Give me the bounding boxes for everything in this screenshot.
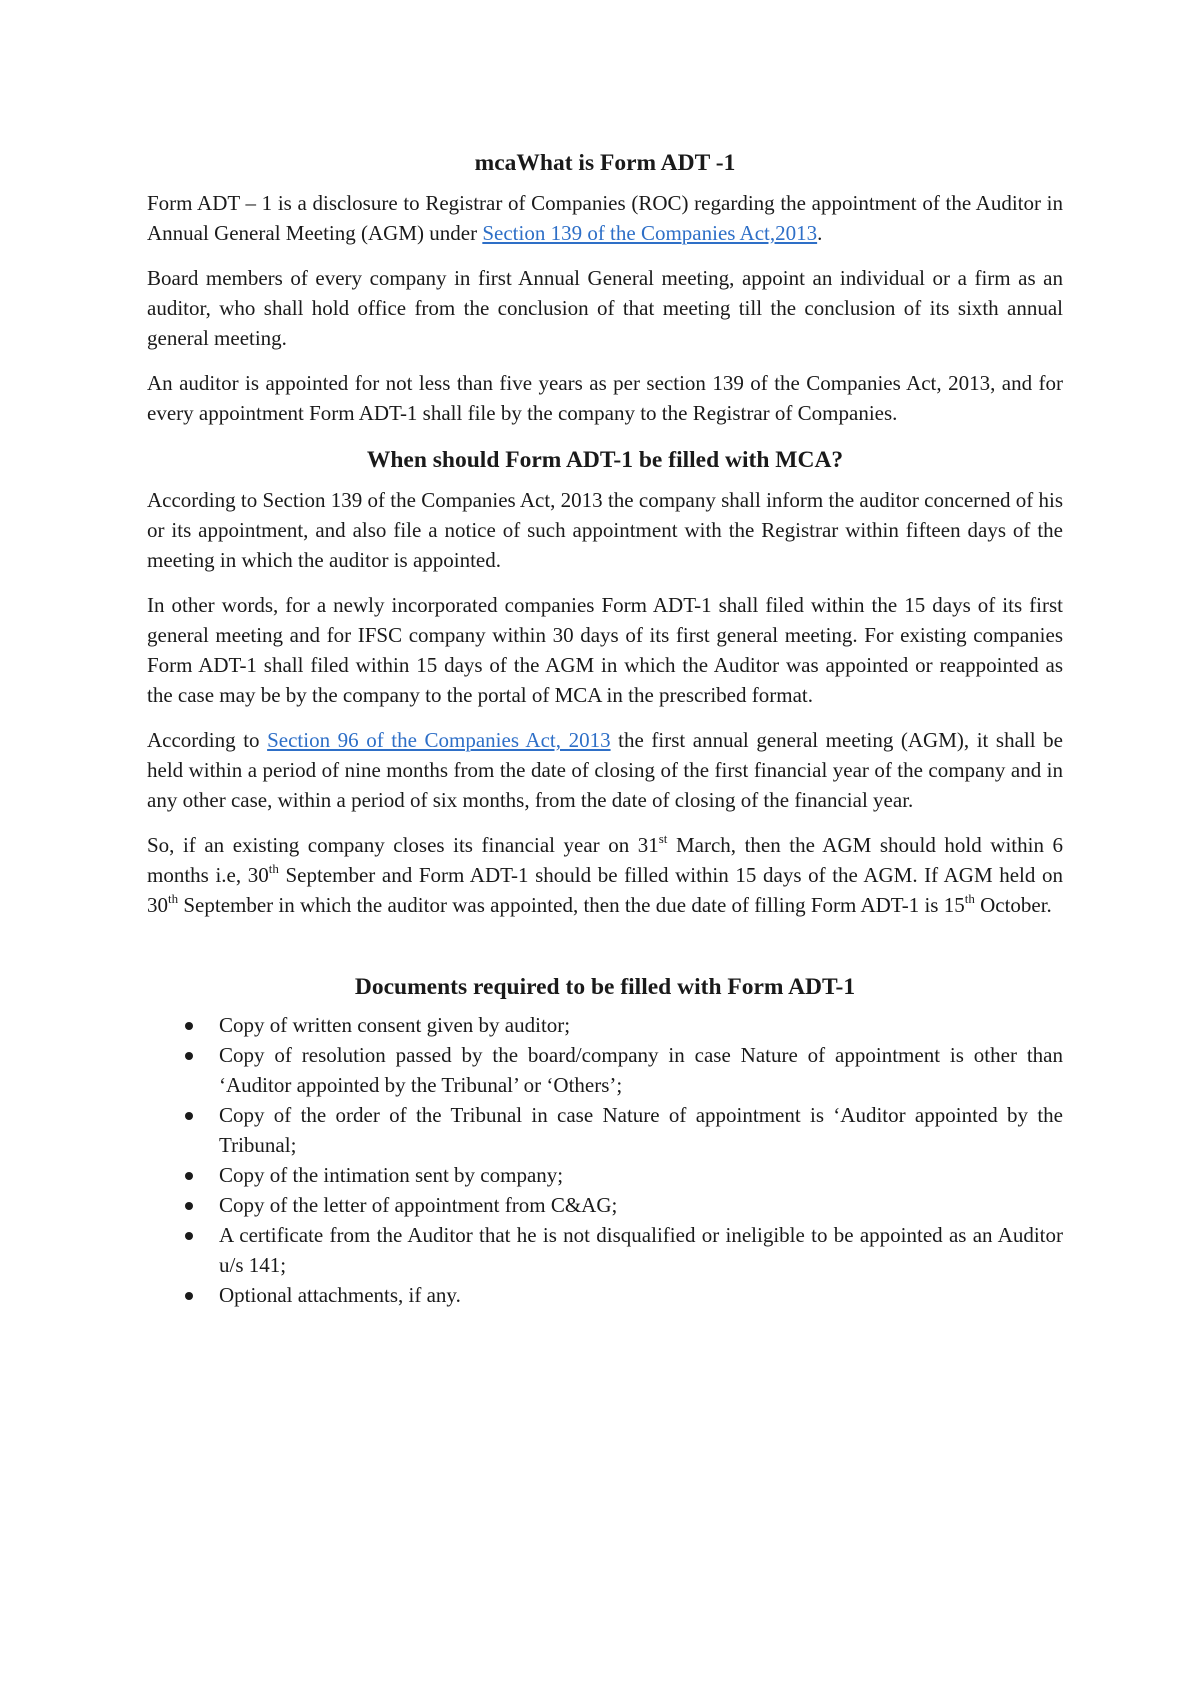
list-item [147, 1280, 1063, 1310]
superscript-st: st [658, 831, 668, 846]
intro-text-1: Form ADT – 1 is a disclosure to Registrar of Companies (ROC) regarding the appointment of the Auditor in Annual General Meeting (AGM) under [147, 191, 1063, 245]
when-text-4a: So, if an existing company closes its financial year on 31 [147, 833, 659, 857]
section-139-link[interactable]: Section 139 of the Companies Act,2013 [482, 221, 818, 245]
list-item [147, 1010, 1063, 1040]
superscript-th-2: th [168, 891, 179, 906]
bullet-icon [185, 1172, 193, 1180]
bullet-icon [185, 1022, 193, 1030]
when-paragraph-1: According to Section 139 of the Companies Act, 2013 the company shall inform the auditor concerned of his or its appointment, and also file a notice of such appointment with the Registrar within fifteen days of the meeting in which the auditor is appointed. [147, 488, 1063, 572]
when-text-4c: September and Form ADT-1 should be filled within 15 days of the AGM. If AGM held on 30 [147, 863, 1064, 917]
when-text-3: According to [147, 728, 268, 752]
when-text-4d: September in which the auditor was appointed, then the due date of filling Form ADT-1 is 15 [178, 893, 965, 917]
list-item-text: Copy of the intimation sent by company; [219, 1163, 564, 1187]
section-96-link[interactable]: Section 96 of the Companies Act, 2013 [267, 728, 611, 752]
when-text-4b: March, then the AGM should hold within 6 months i.e, 30 [147, 833, 1063, 887]
list-item [147, 1190, 1063, 1220]
list-item-text: Optional attachments, if any. [219, 1283, 461, 1307]
when-text-4e: October. [974, 893, 1052, 917]
list-item [147, 1100, 1063, 1160]
documents-list [147, 1010, 1063, 1310]
page-title: mcaWhat is Form ADT -1 [474, 150, 736, 176]
when-paragraph-3 [147, 725, 1063, 815]
when-paragraph-4 [147, 830, 1063, 920]
bullet-icon [185, 1232, 193, 1240]
bullet-icon [185, 1292, 193, 1300]
intro-paragraph-2: Board members of every company in first Annual General meeting, appoint an individual or a firm as an auditor, who shall hold office from the conclusion of that meeting till the conclusion of its sixth annual general meeting. [147, 266, 1063, 350]
section-heading-when: When should Form ADT-1 be filled with MCA? [366, 447, 844, 473]
bullet-icon [185, 1112, 193, 1120]
when-text-3-end: the first annual general meeting (AGM), it shall be held within a period of nine months from the date of closing of the first financial year of the company and in any other case, within a period of six months, from the date of closing of the financial year. [147, 728, 1063, 812]
list-item [147, 1040, 1063, 1100]
document-page [147, 146, 1063, 1310]
intro-paragraph-1 [147, 188, 1063, 248]
list-item-text: Copy of written consent given by auditor; [219, 1013, 571, 1037]
superscript-th-1: th [268, 861, 279, 876]
list-item-text: Copy of resolution passed by the board/company in case Nature of appointment is other than ‘Auditor appointed by the Tribunal’ or ‘Others’; [219, 1043, 1063, 1097]
bullet-icon [185, 1052, 193, 1060]
list-item-text: A certificate from the Auditor that he is not disqualified or ineligible to be appointed as an Auditor u/s 141; [219, 1223, 1063, 1277]
section-heading-documents: Documents required to be filled with Form ADT-1 [354, 974, 856, 1000]
list-item-text: Copy of the letter of appointment from C&AG; [219, 1193, 618, 1217]
list-item-text: Copy of the order of the Tribunal in case Nature of appointment is ‘Auditor appointed by the Tribunal; [219, 1103, 1063, 1157]
when-paragraph-2: In other words, for a newly incorporated companies Form ADT-1 shall filed within the 15 days of its first general meeting and for IFSC company within 30 days of its first general meeting. For existing companies Form ADT-1 shall filed within 15 days of the AGM in which the Auditor was appointed or reappointed as the case may be by the company to the portal of MCA in the prescribed format. [147, 593, 1063, 707]
list-item [147, 1160, 1063, 1190]
intro-paragraph-3: An auditor is appointed for not less than five years as per section 139 of the Companies Act, 2013, and for every appointment Form ADT-1 shall file by the company to the Registrar of Companies. [147, 371, 1063, 425]
bullet-icon [185, 1202, 193, 1210]
list-item [147, 1220, 1063, 1280]
superscript-th-3: th [964, 891, 975, 906]
intro-text-1-end: . [817, 221, 823, 245]
